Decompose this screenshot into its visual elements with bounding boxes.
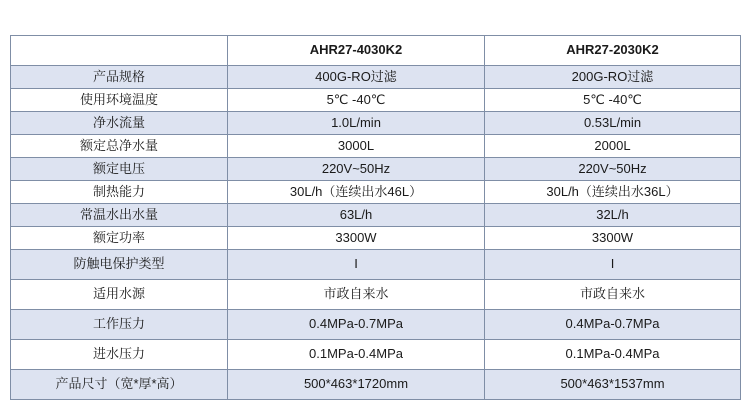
row-label: 常温水出水量 [11, 204, 228, 227]
spec-table-container [10, 35, 740, 400]
row-label: 防触电保护类型 [11, 250, 228, 280]
table-row [11, 158, 741, 181]
row-label: 制热能力 [11, 181, 228, 204]
table-row [11, 112, 741, 135]
table-row [11, 370, 741, 400]
row-value-2030k2: 220V~50Hz [485, 158, 741, 181]
row-value-2030k2: 0.53L/min [485, 112, 741, 135]
row-label: 产品规格 [11, 66, 228, 89]
row-value-4030k2: I [228, 250, 485, 280]
row-value-2030k2: 3300W [485, 227, 741, 250]
table-row [11, 66, 741, 89]
table-row [11, 181, 741, 204]
row-value-2030k2: 500*463*1537mm [485, 370, 741, 400]
row-value-4030k2: 500*463*1720mm [228, 370, 485, 400]
row-label: 工作压力 [11, 310, 228, 340]
row-label: 适用水源 [11, 280, 228, 310]
header-cell-model-2030k2: AHR27-2030K2 [485, 36, 741, 66]
table-header-row [11, 36, 741, 66]
row-value-4030k2: 0.1MPa-0.4MPa [228, 340, 485, 370]
table-row [11, 204, 741, 227]
table-row [11, 227, 741, 250]
row-value-4030k2: 5℃ -40℃ [228, 89, 485, 112]
row-value-2030k2: 市政自来水 [485, 280, 741, 310]
row-label: 进水压力 [11, 340, 228, 370]
row-value-2030k2: 30L/h（连续出水36L） [485, 181, 741, 204]
row-value-4030k2: 1.0L/min [228, 112, 485, 135]
table-row [11, 250, 741, 280]
table-row [11, 310, 741, 340]
row-label: 额定总净水量 [11, 135, 228, 158]
row-value-4030k2: 3300W [228, 227, 485, 250]
spec-table [10, 35, 741, 400]
row-value-2030k2: 5℃ -40℃ [485, 89, 741, 112]
row-label: 产品尺寸（宽*厚*高） [11, 370, 228, 400]
table-row [11, 135, 741, 158]
row-value-2030k2: 0.1MPa-0.4MPa [485, 340, 741, 370]
row-value-4030k2: 市政自来水 [228, 280, 485, 310]
header-cell-empty [11, 36, 228, 66]
row-label: 净水流量 [11, 112, 228, 135]
table-row [11, 280, 741, 310]
row-label: 额定电压 [11, 158, 228, 181]
row-label: 使用环境温度 [11, 89, 228, 112]
row-value-4030k2: 220V~50Hz [228, 158, 485, 181]
header-cell-model-4030k2: AHR27-4030K2 [228, 36, 485, 66]
row-value-2030k2: 2000L [485, 135, 741, 158]
row-value-4030k2: 30L/h（连续出水46L） [228, 181, 485, 204]
row-value-2030k2: 32L/h [485, 204, 741, 227]
row-value-2030k2: I [485, 250, 741, 280]
row-value-4030k2: 0.4MPa-0.7MPa [228, 310, 485, 340]
table-row [11, 340, 741, 370]
table-row [11, 89, 741, 112]
row-value-4030k2: 3000L [228, 135, 485, 158]
row-value-4030k2: 63L/h [228, 204, 485, 227]
row-value-2030k2: 200G-RO过滤 [485, 66, 741, 89]
row-value-4030k2: 400G-RO过滤 [228, 66, 485, 89]
row-label: 额定功率 [11, 227, 228, 250]
row-value-2030k2: 0.4MPa-0.7MPa [485, 310, 741, 340]
